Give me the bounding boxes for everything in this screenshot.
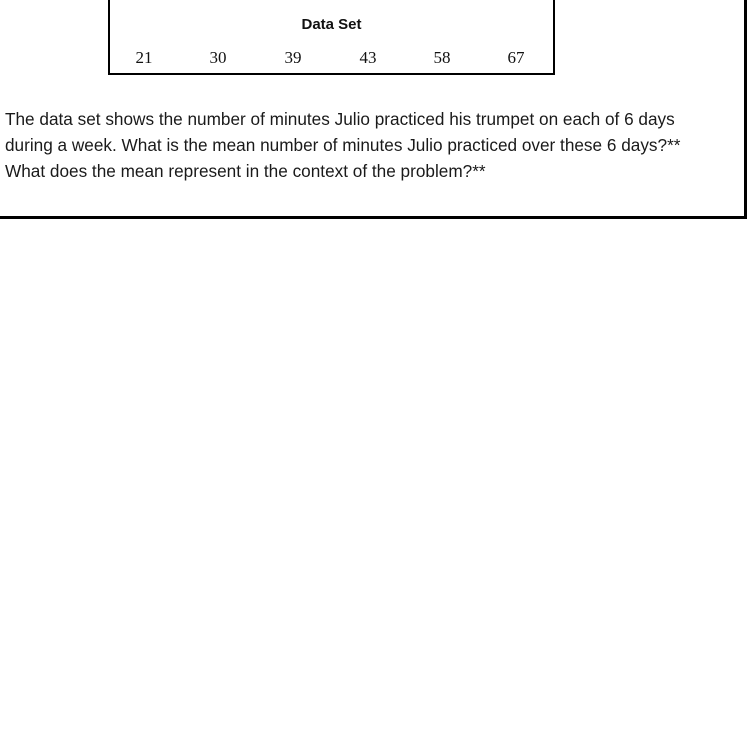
data-set-table — [108, 0, 555, 75]
data-set-title: Data Set — [301, 16, 362, 33]
question-line: The data set shows the number of minutes Julio practiced his trumpet on each of 6 days — [5, 109, 675, 129]
data-value: 30 — [209, 48, 227, 67]
data-value: 21 — [135, 48, 153, 67]
data-value: 39 — [284, 48, 302, 67]
question-line: What does the mean represent in the context of the problem?** — [5, 161, 486, 181]
data-value: 67 — [507, 48, 525, 67]
data-value: 58 — [433, 48, 451, 67]
data-values-row — [110, 48, 553, 70]
data-value: 43 — [359, 48, 377, 67]
question-text — [5, 106, 743, 184]
question-line: during a week. What is the mean number of minutes Julio practiced over these 6 days?** — [5, 135, 681, 155]
question-card — [0, 0, 747, 219]
